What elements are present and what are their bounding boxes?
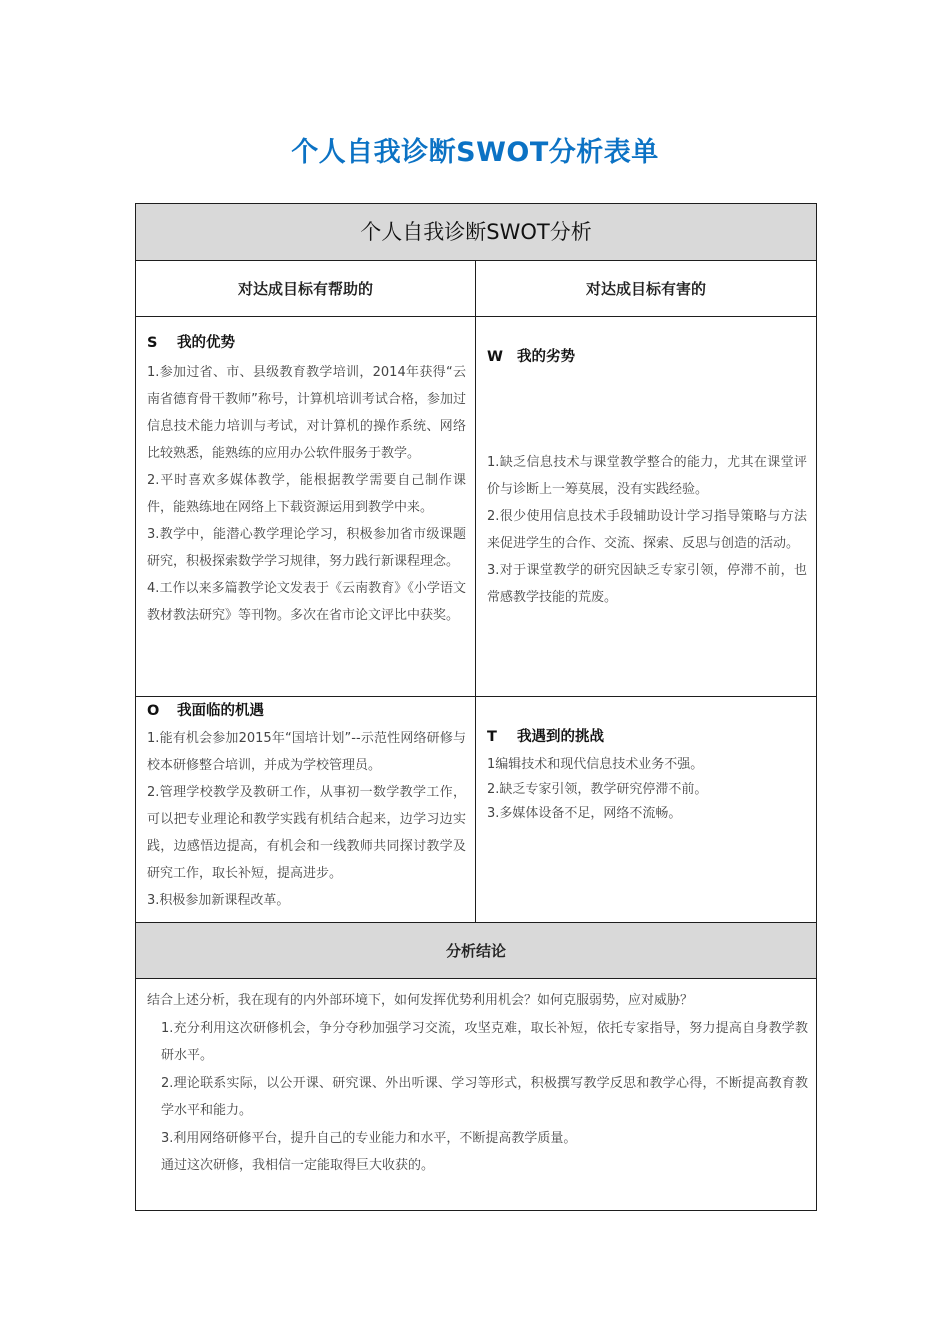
weaknesses-heading xyxy=(487,345,807,369)
opportunities-letter: O xyxy=(147,703,160,719)
weaknesses-title: 我的劣势 xyxy=(517,349,575,365)
strengths-item: 3.教学中，能潜心教学理论学习，积极参加省市级课题研究，积极探索数学学习规律，努力践行新课程理念。 xyxy=(147,527,466,569)
threats-item: 2.缺乏专家引领，教学研究停滞不前。 xyxy=(487,782,708,797)
threats-title: 我遇到的挑战 xyxy=(517,729,604,745)
conclusion-item: 3.利用网络研修平台，提升自己的专业能力和水平，不断提高教学质量。 xyxy=(161,1130,577,1146)
opportunities-item: 3.积极参加新课程改革。 xyxy=(147,893,290,908)
strengths-cell xyxy=(136,317,476,697)
conclusion-item: 通过这次研修，我相信一定能取得巨大收获的。 xyxy=(161,1158,435,1173)
threats-heading xyxy=(487,725,807,749)
strengths-item: 4.工作以来多篇教学论文发表于《云南教育》《小学语文教材教法研究》等刊物。多次在省市论文评比中获奖。 xyxy=(147,581,466,623)
strengths-item: 1.参加过省、市、县级教育教学培训，2014年获得“云南省德育骨干教师”称号，计算机培训考试合格，参加过信息技术能力培训与考试，对计算机的操作系统、网络比较熟悉，能熟练的应用办公软件服务于教学。 xyxy=(147,365,466,461)
swot-table xyxy=(135,203,817,1211)
threats-cell xyxy=(476,697,817,923)
strengths-title: 我的优势 xyxy=(177,335,235,351)
conclusion-item: 1.充分利用这次研修机会，争分夺秒加强学习交流，攻坚克难，取长补短，依托专家指导，努力提高自身教学教研水平。 xyxy=(161,1020,809,1063)
weaknesses-item: 1.缺乏信息技术与课堂教学整合的能力，尤其在课堂评价与诊断上一筹莫展，没有实践经验。 xyxy=(487,455,808,497)
conclusion-intro: 结合上述分析，我在现有的内外部环境下，如何发挥优势利用机会？如何克服弱势，应对威胁？ xyxy=(147,993,694,1008)
strengths-item: 2.平时喜欢多媒体教学，能根据教学需要自己制作课件，能熟练地在网络上下载资源运用到教学中来。 xyxy=(147,473,466,515)
weaknesses-letter: W xyxy=(487,349,503,365)
opportunities-cell xyxy=(136,697,476,923)
weaknesses-item: 3.对于课堂教学的研究因缺乏专家引领，停滞不前，也常感教学技能的荒废。 xyxy=(487,563,808,605)
conclusion-item: 2.理论联系实际，以公开课、研究课、外出听课、学习等形式，积极撰写教学反思和教学心得，不断提高教育教学水平和能力。 xyxy=(161,1075,809,1118)
opportunities-item: 1.能有机会参加2015年“国培计划”--示范性网络研修与校本研修整合培训，并成为学校管理员。 xyxy=(147,731,466,773)
threats-item: 1编辑技术和现代信息技术业务不强。 xyxy=(487,757,704,772)
harmful-column-header: 对达成目标有害的 xyxy=(476,261,817,317)
threats-item: 3.多媒体设备不足，网络不流畅。 xyxy=(487,806,682,821)
strengths-letter: S xyxy=(147,335,158,351)
threats-letter: T xyxy=(487,729,497,745)
conclusion-cell xyxy=(136,979,817,1211)
opportunities-title: 我面临的机遇 xyxy=(177,703,264,719)
weaknesses-cell xyxy=(476,317,817,697)
opportunities-heading xyxy=(147,699,466,723)
document-title: 个人自我诊断SWOT分析表单 xyxy=(291,137,659,168)
weaknesses-item: 2.很少使用信息技术手段辅助设计学习指导策略与方法来促进学生的合作、交流、探索、反思与创造的活动。 xyxy=(487,509,808,551)
strengths-heading xyxy=(147,331,466,355)
swot-table-heading: 个人自我诊断SWOT分析 xyxy=(136,204,817,261)
helpful-column-header: 对达成目标有帮助的 xyxy=(136,261,476,317)
conclusion-header: 分析结论 xyxy=(136,923,817,979)
opportunities-item: 2.管理学校教学及教研工作，从事初一数学教学工作，可以把专业理论和教学实践有机结合起来，边学习边实践，边感悟边提高，有机会和一线教师共同探讨教学及研究工作，取长补短，提高进步。 xyxy=(147,785,466,881)
